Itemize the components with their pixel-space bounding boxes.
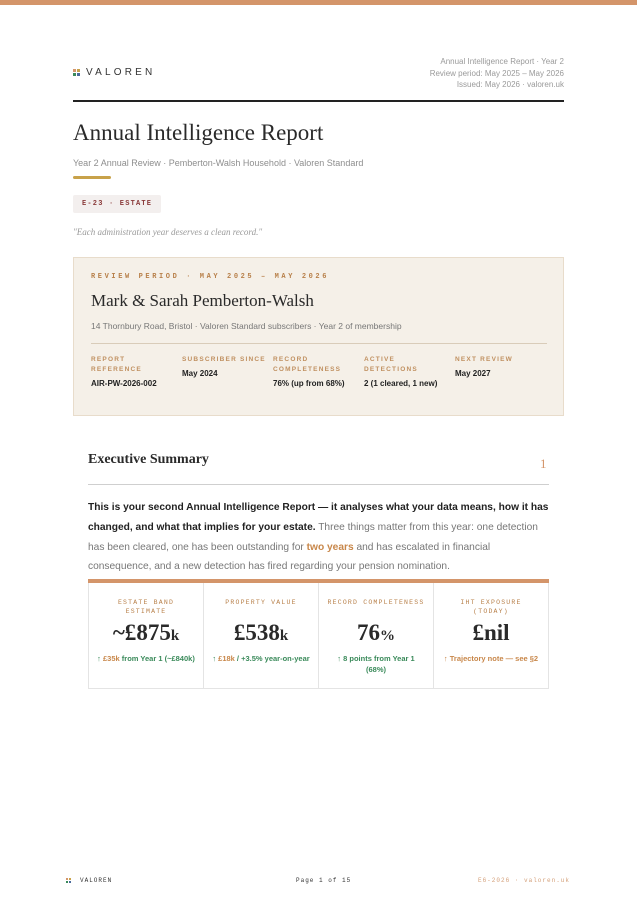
kpi-card-record-completeness [319, 583, 434, 689]
field-value: May 2024 [182, 369, 218, 378]
kpi-delta-amount: £18k [218, 654, 235, 663]
section-divider [88, 484, 549, 485]
household-name: Mark & Sarah Pemberton-Walsh [91, 291, 314, 310]
kpi-delta-text: / +3.5% year-on-year [234, 654, 310, 663]
kpi-card-property-value [204, 583, 319, 689]
kpi-delta [327, 653, 425, 675]
top-accent-bar [0, 0, 637, 5]
kpi-value [327, 620, 425, 652]
footer-reference: E6-2026 · valoren.uk [477, 877, 570, 884]
category-tag: E-23 · ESTATE [73, 195, 161, 213]
kpi-delta [212, 653, 310, 664]
field-label: ACTIVE DETECTIONS [364, 356, 418, 373]
summary-body: and has escalated in financial consequence, and a new detection has fired regarding your pension nomination. [88, 541, 491, 573]
field-label: REPORT REFERENCE [91, 356, 142, 373]
field-value: 2 (1 cleared, 1 new) [364, 379, 438, 388]
header-meta [430, 56, 564, 91]
field-label: SUBSCRIBER SINCE [182, 356, 266, 363]
page-subtitle: Year 2 Annual Review · Pemberton-Walsh Household · Valoren Standard [73, 158, 364, 168]
review-period-panel [73, 257, 564, 416]
kpi-strip [88, 579, 549, 689]
kpi-delta-text: Trajectory note — see §2 [449, 654, 539, 663]
kpi-delta-text: from Year 1 (~£840k) [119, 654, 195, 663]
kpi-value [212, 620, 310, 652]
kpi-unit: k [279, 628, 289, 644]
kpi-label: PROPERTY VALUE [225, 599, 297, 606]
arrow-up-icon: ↑ [212, 654, 217, 663]
kpi-value [97, 620, 195, 652]
kpi-delta [442, 653, 540, 664]
field-record-completeness [273, 355, 359, 390]
arrow-up-icon: ↑ [443, 654, 448, 663]
field-label: RECORD COMPLETENESS [273, 356, 342, 373]
kpi-number: 76 [357, 620, 380, 645]
kpi-delta-text: 8 points from Year 1 (68%) [343, 654, 415, 674]
review-period-label: REVIEW PERIOD · MAY 2025 – MAY 2026 [91, 273, 330, 281]
header-meta-line: Review period: May 2025 – May 2026 [429, 68, 564, 78]
brand-logo [73, 67, 155, 78]
kpi-label: IHT EXPOSURE (TODAY) [460, 599, 522, 615]
kpi-number: 538 [245, 620, 280, 645]
field-subscriber-since [182, 355, 268, 380]
executive-summary-text [88, 498, 550, 577]
summary-lead: This is your second Annual Intelligence Report — it analyses what your data means, how it has changed, and what that implies for your estate. [88, 502, 549, 533]
title-accent-line [73, 176, 111, 179]
panel-divider [91, 343, 547, 344]
field-report-reference [91, 355, 177, 390]
kpi-prefix: £ [233, 620, 246, 645]
kpi-card-iht-exposure [434, 583, 549, 689]
field-next-review [455, 355, 541, 380]
grid-logo-icon [73, 69, 80, 76]
field-value: 76% (up from 68%) [273, 379, 345, 388]
summary-body: Three things matter from this year: one detection has been cleared, one has been outstanding for [88, 521, 538, 553]
tagline-quote: "Each administration year deserves a clean record." [73, 227, 263, 237]
section-title: Executive Summary [88, 452, 209, 467]
kpi-unit: % [380, 628, 395, 644]
footer-brand-name: VALOREN [80, 877, 113, 884]
kpi-card-estate-band [88, 583, 204, 689]
page-footer [66, 877, 570, 889]
kpi-label: ESTATE BAND ESTIMATE [117, 599, 175, 615]
brand-name: VALOREN [86, 67, 156, 78]
field-value: AIR-PW-2026-002 [91, 379, 157, 388]
kpi-label: RECORD COMPLETENESS [327, 599, 425, 606]
household-address: 14 Thornbury Road, Bristol · Valoren Standard subscribers · Year 2 of membership [91, 321, 402, 331]
kpi-unit: k [170, 628, 180, 644]
kpi-delta [97, 653, 195, 664]
kpi-delta-amount: £35k [103, 654, 120, 663]
header-meta-line: Annual Intelligence Report · Year 2 [440, 57, 564, 66]
footer-brand [66, 877, 112, 884]
kpi-number: £nil [472, 620, 510, 645]
section-number: 1 [540, 456, 547, 471]
summary-highlight: two years [306, 541, 354, 553]
arrow-up-icon: ↑ [337, 654, 342, 663]
field-label: NEXT REVIEW [455, 356, 513, 363]
arrow-up-icon: ↑ [97, 654, 101, 663]
kpi-prefix: ~£ [112, 620, 137, 645]
page-number: Page 1 of 15 [296, 877, 352, 884]
field-value: May 2027 [455, 369, 491, 378]
field-active-detections [364, 355, 450, 390]
kpi-number: 875 [136, 620, 171, 645]
header-meta-line: Issued: May 2026 · valoren.uk [456, 80, 564, 89]
report-header [73, 54, 564, 102]
kpi-value [442, 620, 540, 652]
grid-logo-icon [66, 878, 71, 883]
page-title: Annual Intelligence Report [73, 120, 324, 145]
